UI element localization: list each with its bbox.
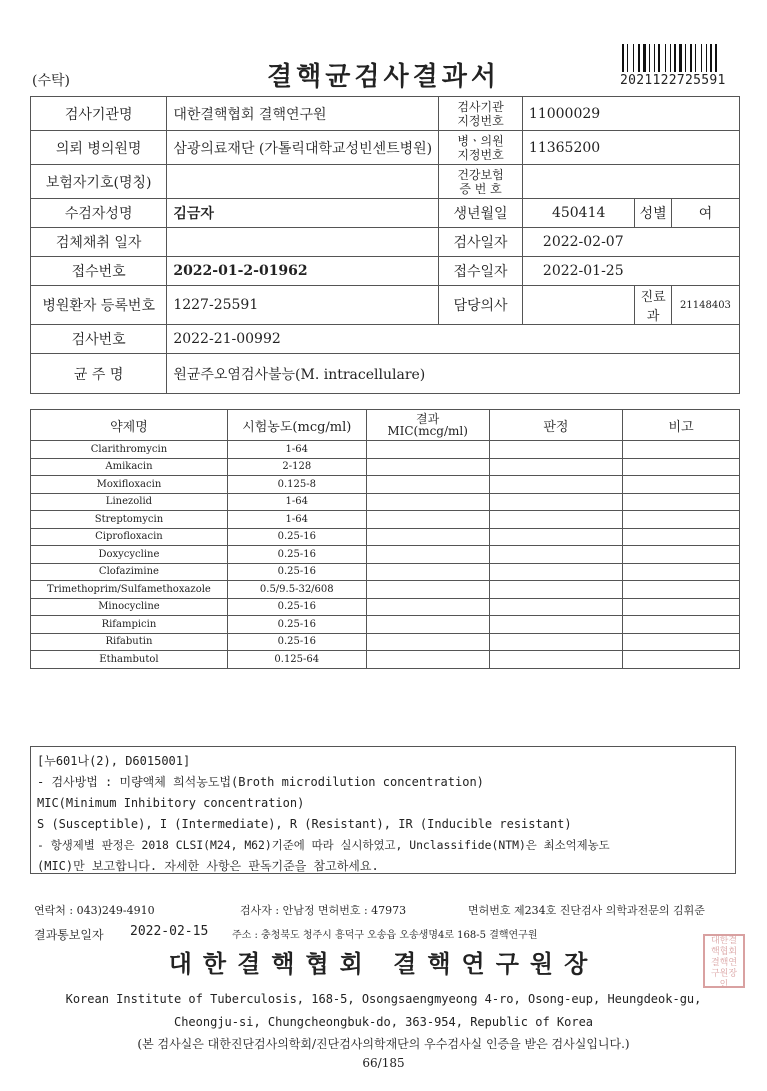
- barcode-bar: [674, 44, 676, 72]
- drug-name: Ethambutol: [31, 651, 228, 669]
- note-line: - 검사방법 : 미량액체 희석농도법(Broth microdilution concentration): [37, 775, 484, 789]
- note-line: - 항생제별 판정은 2018 CLSI(M24, M62)기준에 따라 실시하였고, Unclassifide(NTM)은 최소억제농도: [37, 838, 610, 852]
- health-no-value: [522, 165, 739, 199]
- drug-remark: [623, 651, 740, 669]
- drug-mic: [366, 616, 489, 634]
- barcode-bar: [647, 44, 648, 72]
- drug-row: [31, 598, 740, 616]
- test-no-label: 검사번호: [31, 325, 167, 354]
- barcode-bar: [677, 44, 678, 72]
- sex-label: 성별: [635, 199, 672, 228]
- drug-row: [31, 458, 740, 476]
- barcode-bar: [661, 44, 664, 72]
- barcode-bar: [670, 44, 671, 72]
- drug-row: [31, 563, 740, 581]
- drug-concentration: 0.25-16: [227, 528, 366, 546]
- judge-header: 판정: [489, 410, 623, 441]
- receipt-date-value: 2022-01-25: [522, 257, 739, 286]
- drug-concentration: 1-64: [227, 441, 366, 459]
- drug-remark: [623, 581, 740, 599]
- test-date-value: 2022-02-07: [522, 228, 739, 257]
- contact: 연락처 : 043)249-4910: [34, 904, 155, 917]
- drug-mic: [366, 528, 489, 546]
- patient-label: 수검자성명: [31, 199, 167, 228]
- doctor-value: [522, 286, 635, 325]
- barcode-bar: [703, 44, 705, 72]
- note-line: [누601나(2), D6015001]: [37, 754, 191, 768]
- drug-remark: [623, 616, 740, 634]
- barcode-bar: [667, 44, 669, 72]
- collect-date-value: [167, 228, 439, 257]
- barcode: [622, 44, 730, 72]
- drug-name: Moxifloxacin: [31, 476, 228, 494]
- drug-judgement: [489, 616, 623, 634]
- receipt-no-label: 접수번호: [31, 257, 167, 286]
- drug-name: Linezolid: [31, 493, 228, 511]
- drug-table: [30, 409, 740, 669]
- page-title: 결핵균검사결과서: [267, 62, 500, 92]
- institution-label: 검사기관명: [31, 97, 167, 131]
- note-line: S (Susceptible), I (Intermediate), R (Resistant), IR (Inducible resistant): [37, 817, 572, 831]
- drug-header: 약제명: [31, 410, 228, 441]
- sex-value: 여: [671, 199, 739, 228]
- drug-judgement: [489, 511, 623, 529]
- certification-note: (본 검사실은 대한진단검사의학회/진단검사의학재단의 우수검사실 인증을 받은 검사실입니다.): [137, 1037, 630, 1051]
- drug-judgement: [489, 651, 623, 669]
- drug-mic: [366, 511, 489, 529]
- drug-remark: [623, 511, 740, 529]
- note-header: 비고: [623, 410, 740, 441]
- receipt-date-label: 접수일자: [439, 257, 523, 286]
- drug-concentration: 0.25-16: [227, 598, 366, 616]
- drug-row: [31, 493, 740, 511]
- drug-concentration: 0.25-16: [227, 546, 366, 564]
- drug-name: Clofazimine: [31, 563, 228, 581]
- barcode-bar: [693, 44, 694, 72]
- barcode-bar: [708, 44, 709, 72]
- receipt-type: (수탁): [32, 73, 70, 89]
- drug-name: Ciprofloxacin: [31, 528, 228, 546]
- barcode-bar: [638, 44, 640, 72]
- drug-name: Amikacin: [31, 458, 228, 476]
- drug-judgement: [489, 528, 623, 546]
- barcode-bar: [690, 44, 692, 72]
- drug-row: [31, 633, 740, 651]
- drug-row: [31, 511, 740, 529]
- barcode-bar: [651, 44, 653, 72]
- drug-concentration: 1-64: [227, 511, 366, 529]
- license: 면허번호 제234호 진단검사 의학과전문의 김휘준: [468, 904, 705, 917]
- barcode-bar: [718, 44, 721, 72]
- drug-mic: [366, 476, 489, 494]
- barcode-bar: [710, 44, 712, 72]
- drug-name: Clarithromycin: [31, 441, 228, 459]
- drug-remark: [623, 458, 740, 476]
- drug-remark: [623, 493, 740, 511]
- insurer-value: [167, 165, 439, 199]
- drug-row: [31, 581, 740, 599]
- address: 주소 : 충청북도 청주시 흥덕구 오송읍 오송생명4로 168-5 결핵연구원: [232, 930, 538, 941]
- drug-name: Rifabutin: [31, 633, 228, 651]
- hosp-code-label: 병ㆍ의원 지정번호: [439, 131, 523, 165]
- drug-concentration: 2-128: [227, 458, 366, 476]
- drug-remark: [623, 546, 740, 564]
- barcode-number: 2021122725591: [620, 73, 726, 88]
- drug-judgement: [489, 598, 623, 616]
- drug-judgement: [489, 441, 623, 459]
- drug-remark: [623, 476, 740, 494]
- drug-concentration: 1-64: [227, 493, 366, 511]
- tester: 검사자 : 안남정 면허번호 : 47973: [240, 904, 407, 917]
- barcode-bar: [633, 44, 634, 72]
- english-address-line2: Cheongju-si, Chungcheongbuk-do, 363-954, Republic of Korea: [173, 1015, 594, 1029]
- drug-judgement: [489, 633, 623, 651]
- dob-label: 생년월일: [439, 199, 523, 228]
- department-value: 21148403: [671, 286, 739, 325]
- drug-row: [31, 528, 740, 546]
- dob-value: 450414: [522, 199, 635, 228]
- barcode-bar: [658, 44, 660, 72]
- drug-name: Doxycycline: [31, 546, 228, 564]
- barcode-bar: [683, 44, 684, 72]
- organism-value: 원균주오염검사불능(M. intracellulare): [167, 354, 740, 394]
- drug-row: [31, 476, 740, 494]
- drug-row: [31, 546, 740, 564]
- barcode-bar: [685, 44, 686, 72]
- barcode-bar: [697, 44, 700, 72]
- barcode-bar: [706, 44, 707, 72]
- info-table: [30, 96, 740, 394]
- drug-mic: [366, 493, 489, 511]
- receipt-no-value: 2022-01-2-01962: [167, 257, 439, 286]
- drug-name: Streptomycin: [31, 511, 228, 529]
- drug-row: [31, 616, 740, 634]
- note-line: (MIC)만 보고합니다. 자세한 사항은 판독기준을 참고하세요.: [37, 859, 379, 873]
- barcode-bar: [701, 44, 702, 72]
- drug-remark: [623, 633, 740, 651]
- drug-concentration: 0.125-64: [227, 651, 366, 669]
- barcode-bar: [656, 44, 657, 72]
- barcode-bar: [635, 44, 637, 72]
- issuing-organization: 대한결핵협회 결핵연구원장: [168, 949, 599, 978]
- hosp-code-value: 11365200: [522, 131, 739, 165]
- drug-name: Minocycline: [31, 598, 228, 616]
- drug-remark: [623, 598, 740, 616]
- notes-box: [30, 746, 736, 874]
- barcode-bar: [622, 44, 624, 72]
- barcode-bar: [649, 44, 650, 72]
- barcode-bar: [695, 44, 696, 72]
- drug-mic: [366, 563, 489, 581]
- organism-label: 균 주 명: [31, 354, 167, 394]
- drug-judgement: [489, 493, 623, 511]
- drug-judgement: [489, 458, 623, 476]
- institution-value: 대한결핵협회 결핵연구원: [167, 97, 439, 131]
- drug-remark: [623, 441, 740, 459]
- mic-header: 결과 MIC(mcg/ml): [366, 410, 489, 441]
- department-label: 진료과: [635, 286, 672, 325]
- barcode-bar: [627, 44, 628, 72]
- test-no-value: 2022-21-00992: [167, 325, 740, 354]
- insurer-label: 보험자기호(명칭): [31, 165, 167, 199]
- note-line: MIC(Minimum Inhibitory concentration): [37, 796, 305, 810]
- drug-name: Rifampicin: [31, 616, 228, 634]
- registration-label: 병원환자 등록번호: [31, 286, 167, 325]
- barcode-bar: [654, 44, 655, 72]
- hospital-label: 의뢰 병의원명: [31, 131, 167, 165]
- drug-mic: [366, 581, 489, 599]
- barcode-bar: [641, 44, 642, 72]
- drug-concentration: 0.25-16: [227, 633, 366, 651]
- registration-value: 1227-25591: [167, 286, 439, 325]
- barcode-bar: [625, 44, 626, 72]
- barcode-bar: [713, 44, 714, 72]
- notice-date-label: 결과통보일자: [34, 928, 104, 942]
- conc-header: 시험농도(mcg/ml): [227, 410, 366, 441]
- barcode-bar: [679, 44, 682, 72]
- collect-date-label: 검체채취 일자: [31, 228, 167, 257]
- drug-mic: [366, 458, 489, 476]
- drug-mic: [366, 546, 489, 564]
- doctor-label: 담당의사: [439, 286, 523, 325]
- health-no-label: 건강보험 증 번 호: [439, 165, 523, 199]
- drug-row: [31, 651, 740, 669]
- inst-code-label: 검사기관 지정번호: [439, 97, 523, 131]
- barcode-bar: [687, 44, 689, 72]
- barcode-bar: [629, 44, 632, 72]
- english-address-line1: Korean Institute of Tuberculosis, 168-5, Osongsaengmyeong 4-ro, Osong-eup, Heungdeok-gu,: [65, 992, 702, 1006]
- barcode-bar: [665, 44, 666, 72]
- notice-date: 2022-02-15: [130, 924, 209, 939]
- drug-concentration: 0.5/9.5-32/608: [227, 581, 366, 599]
- drug-remark: [623, 563, 740, 581]
- drug-concentration: 0.25-16: [227, 563, 366, 581]
- official-seal: 대한결 핵협회 결핵연 구원장 인: [703, 934, 745, 988]
- drug-remark: [623, 528, 740, 546]
- barcode-bar: [672, 44, 673, 72]
- drug-name: Trimethoprim/Sulfamethoxazole: [31, 581, 228, 599]
- drug-row: [31, 441, 740, 459]
- drug-mic: [366, 598, 489, 616]
- test-date-label: 검사일자: [439, 228, 523, 257]
- drug-mic: [366, 441, 489, 459]
- patient-value: 김금자: [167, 199, 439, 228]
- drug-concentration: 0.125-8: [227, 476, 366, 494]
- hospital-value: 삼광의료재단 (가톨릭대학교성빈센트병원): [167, 131, 439, 165]
- drug-judgement: [489, 581, 623, 599]
- barcode-bar: [643, 44, 646, 72]
- drug-concentration: 0.25-16: [227, 616, 366, 634]
- drug-mic: [366, 633, 489, 651]
- drug-mic: [366, 651, 489, 669]
- page-number: 66/185: [362, 1056, 405, 1070]
- drug-judgement: [489, 546, 623, 564]
- inst-code-value: 11000029: [522, 97, 739, 131]
- drug-judgement: [489, 476, 623, 494]
- barcode-bar: [715, 44, 717, 72]
- drug-judgement: [489, 563, 623, 581]
